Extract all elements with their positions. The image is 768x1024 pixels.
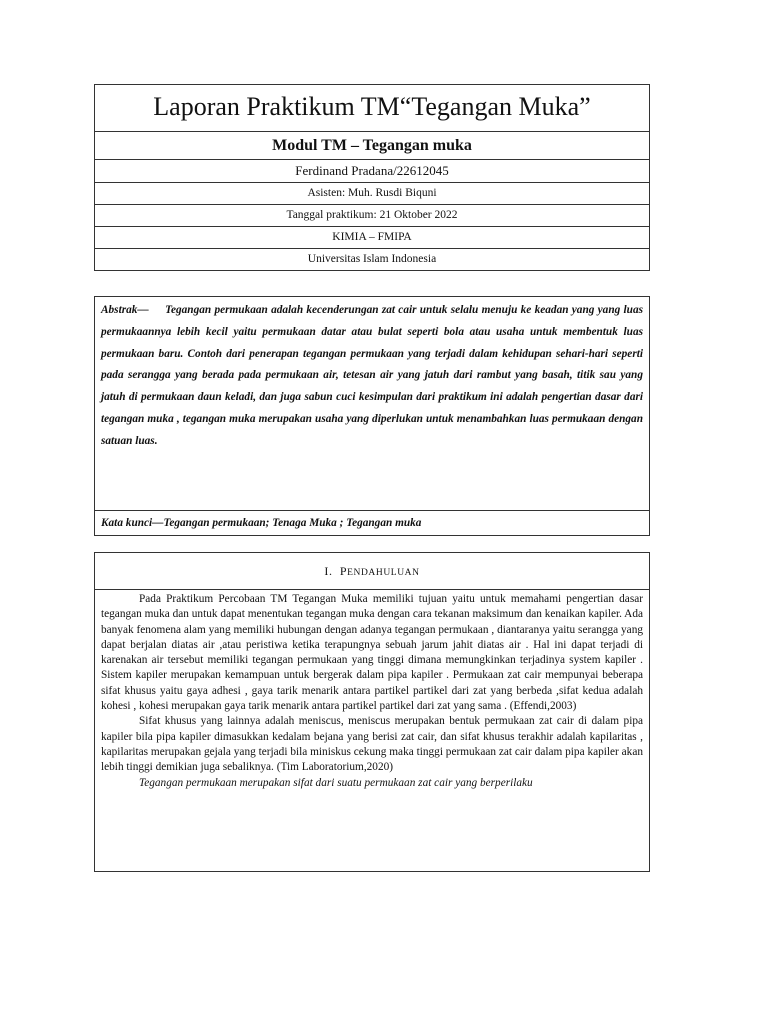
section-heading <box>95 553 649 590</box>
author-name: Ferdinand Pradana/22612045 <box>95 160 649 183</box>
section-heading-rest: ENDAHULUAN <box>347 568 420 578</box>
keywords: Kata kunci—Tegangan permukaan; Tenaga Muka ; Tegangan muka <box>101 517 422 529</box>
abstract-label: Abstrak— <box>101 304 149 316</box>
paragraph: Pada Praktikum Percobaan TM Tegangan Muka memiliki tujuan yaitu untuk memahami pengertian dasar tegangan muka dan untuk dapat menentukan tegangan muka dengan cara tekanan maksimum dan kenaikan kapiler. Ada banyak fenomena alam yang memiliki hubungan dengan adanya tegangan permukaan , diantaranya yaitu serangga yang dapat berjalan diatas air ,atau peristiwa ketika terapungnya sebuah jarum jahit diatas air . Hal ini dapat terjadi di karenakan air tersebut memiliki tegangan permukaan yang tinggi dimana memungkinkan terjadinya system kapiler . Sistem kapiler merupakan kemampuan untuk bergerak dalam pipa kapiler . Permukaan zat cair mempunyai beberapa sifat khusus yaitu gaya adhesi , gaya tarik menarik antara partikel partikel dari zat yang berbeda ,sifat kedua adalah kohesi , kohesi merupakan gaya tarik menarik antara partikel partikel dari zat yang sama . (Effendi,2003) <box>101 593 643 713</box>
report-title: Laporan Praktikum TM“Tegangan Muka” <box>95 85 649 132</box>
section-numeral: I. <box>324 564 333 578</box>
section-heading-initial: P <box>339 564 348 578</box>
department: KIMIA – FMIPA <box>95 227 649 249</box>
abstract-body <box>95 297 649 511</box>
assistant-name: Asisten: Muh. Rusdi Biquni <box>95 183 649 205</box>
paragraph: Tegangan permukaan merupakan sifat dari suatu permukaan zat cair yang berperilaku <box>139 776 533 789</box>
module-title: Modul TM – Tegangan muka <box>95 132 649 160</box>
introduction-body <box>95 590 649 791</box>
abstract-box <box>94 296 650 536</box>
practicum-date: Tanggal praktikum: 21 Oktober 2022 <box>95 205 649 227</box>
university: Universitas Islam Indonesia <box>307 253 437 265</box>
abstract-text: Tegangan permukaan adalah kecenderungan zat cair untuk selalu menuju ke keadan yang yang luas permukaannya lebih kecil yaitu permukaan datar atau bulat seperti bola atau usaha untuk membentuk luas permukaan baru. Contoh dari penerapan tegangan permukaan yang terjadi dalam kehidupan sehari-hari seperti pada serangga yang berada pada permukaan air, tetesan air yang jatuh dari rambut yang basah, titik sau yang jatuh di permukaan daun keladi, dan juga sabun cuci kesimpulan dari praktikum ini adalah pengertian dasar dari tegangan muka , tegangan muka merupakan usaha yang diperlukan untuk menambahkan luas permukaan dengan satuan luas. <box>101 304 643 447</box>
introduction-box <box>94 552 650 872</box>
paragraph: Sifat khusus yang lainnya adalah meniscus, meniscus merupakan bentuk permukaan zat cair di dalam pipa kapiler bila pipa kapiler dimasukkan kedalam bejana yang berisi zat cair, dan sifat khusus terakhir adalah kapilaritas , kapilaritas merupakan gejala yang terjadi bila miniskus cekung maka tinggi permukaan zat cair dalam pipa kapiler akan lebih tinggi demikian juga sebaliknya. (Tim Laboratorium,2020) <box>101 715 643 774</box>
report-header-table <box>94 84 650 271</box>
